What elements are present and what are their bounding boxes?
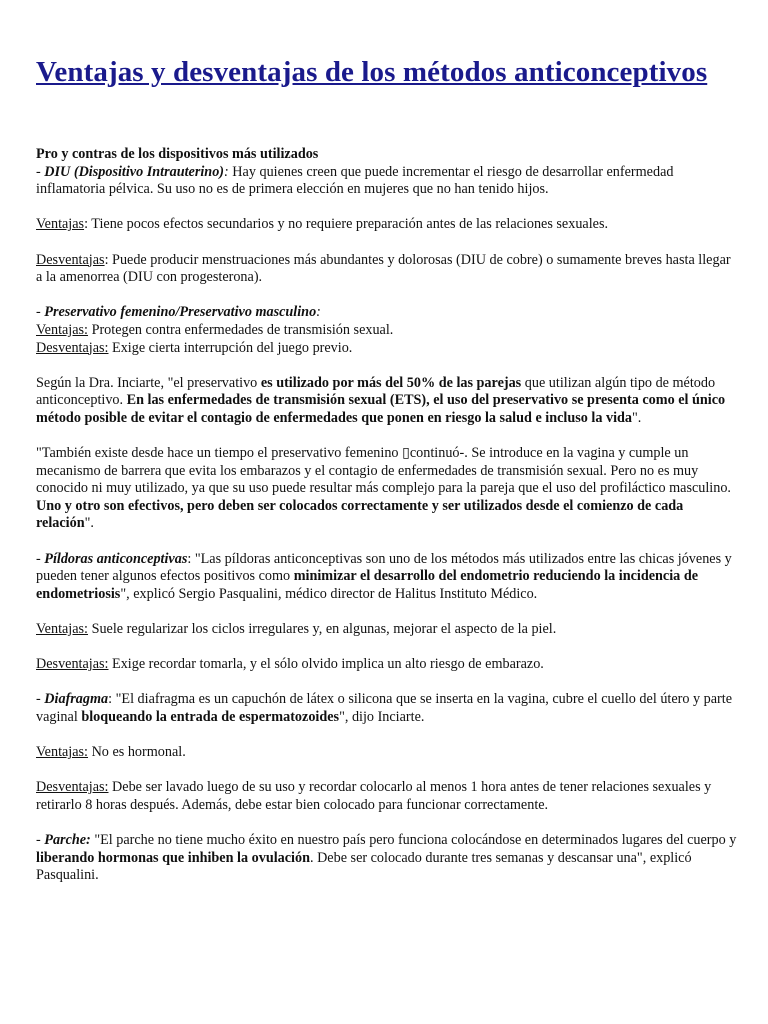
ventajas-label: Ventajas: <box>36 744 89 761</box>
quote-text: Según la Dra. Inciarte, "el preservativo <box>36 374 261 391</box>
paragraph-diafragma <box>36 691 740 726</box>
quote-bold: liberando hormonas que inhiben la ovulación <box>36 849 310 866</box>
desventajas-text: : Puede producir menstruaciones más abundantes y dolorosas (DIU de cobre) o sumamente breves hasta llegar a la amenorrea (DIU con progesterona). <box>36 251 731 286</box>
missing-glyph-icon: ▯ <box>402 445 410 462</box>
method-label-diafragma: Diafragma <box>44 691 109 708</box>
quote-bold: minimizar el desarrollo del endometrio reduciendo la incidencia de endometriosis <box>36 568 699 602</box>
quote-bold: En las enfermedades de transmisión sexual (ETS), el uso del preservativo se presenta como el único método posible de evitar el contagio de enfermedades que ponen en riesgo la salud e incluso la vida <box>36 392 726 426</box>
ventajas-text: Suele regularizar los ciclos irregulares y, en algunas, mejorar el aspecto de la piel. <box>88 621 557 638</box>
desventajas-text: Exige cierta interrupción del juego previo. <box>108 339 353 356</box>
quote-text: : "El diafragma es un capuchón de látex o silicona que se inserta en la vagina, cubre el cuello del útero y parte vaginal <box>36 691 733 725</box>
paragraph-pildoras-ventajas <box>36 621 740 639</box>
section-heading: Pro y contras de los dispositivos más utilizados <box>36 146 319 162</box>
method-label-preservativo: Preservativo femenino/Preservativo masculino <box>44 304 317 321</box>
method-label-parche: Parche: <box>44 832 91 849</box>
paragraph-parche <box>36 832 740 885</box>
quote-text: ". <box>84 515 94 532</box>
quote-text: que utilizan algún tipo de método anticonceptivo. <box>36 374 716 409</box>
quote-text: ", explicó Sergio Pasqualini, médico director de Halitus Instituto Médico. <box>120 585 538 602</box>
quote-bold: bloqueando la entrada de espermatozoides <box>81 709 340 725</box>
quote-text: ", dijo Inciarte. <box>339 709 425 725</box>
quote-text: . Debe ser colocado durante tres semanas y descansar una", explicó Pasqualini. <box>36 849 692 884</box>
quote-text: "El parche no tiene mucho éxito en nuestro país pero funciona colocándose en determinados lugares del cuerpo y <box>90 832 737 849</box>
dash: - <box>36 691 45 708</box>
dash: - <box>36 304 45 321</box>
ventajas-label: Ventajas: <box>36 321 89 338</box>
paragraph-preservativo <box>36 304 740 357</box>
paragraph-preservativo-femenino <box>36 445 740 533</box>
desventajas-label: Desventajas: <box>36 339 109 356</box>
ventajas-text: No es hormonal. <box>88 744 186 761</box>
quote-text: ". <box>632 409 642 426</box>
method-label-pildoras: Píldoras anticonceptivas <box>44 550 188 567</box>
quote-text: "También existe desde hace un tiempo el preservativo femenino <box>36 445 403 462</box>
dash: - <box>36 163 45 180</box>
dash: - <box>36 832 45 849</box>
desventajas-label: Desventajas <box>36 251 105 268</box>
paragraph-diu-desventajas <box>36 252 740 287</box>
paragraph-diafragma-desventajas <box>36 779 740 814</box>
colon: : <box>224 163 229 180</box>
colon: : <box>316 304 321 321</box>
ventajas-label: Ventajas <box>36 216 85 233</box>
quote-bold: Uno y otro son efectivos, pero deben ser colocados correctamente y ser utilizados desde el comienzo de cada relación <box>36 497 684 532</box>
desventajas-text: Debe ser lavado luego de su uso y recordar colocarlo al menos 1 hora antes de tener relaciones sexuales y retirarlo 8 horas después. Además, debe estar bien colocado para funcionar correctamente. <box>36 779 712 813</box>
paragraph-pildoras-desventajas <box>36 656 740 674</box>
paragraph-diu <box>36 146 740 199</box>
ventajas-text: Protegen contra enfermedades de transmisión sexual. <box>88 321 394 338</box>
paragraph-diafragma-ventajas <box>36 744 740 762</box>
desventajas-label: Desventajas: <box>36 779 109 796</box>
document-title: Ventajas y desventajas de los métodos anticonceptivos <box>36 56 708 88</box>
quote-text: continuó-. Se introduce en la vagina y cumple un mecanismo de barrera que evita los embarazos y el contagio de enfermedades de transmisión sexual. Pero no es muy conocido ni muy utilizado, ya que su uso puede resultar más complejo para la pareja que el uso del profiláctico masculino. <box>36 445 731 497</box>
paragraph-inciarte-quote <box>36 375 740 428</box>
desventajas-label: Desventajas: <box>36 656 109 673</box>
paragraph-diu-ventajas <box>36 216 740 234</box>
desventajas-text: Exige recordar tomarla, y el sólo olvido implica un alto riesgo de embarazo. <box>108 656 544 673</box>
quote-bold: es utilizado por más del 50% de las parejas <box>260 374 522 391</box>
dash: - <box>36 550 45 567</box>
method-label-diu: DIU (Dispositivo Intrauterino) <box>44 163 225 180</box>
document-body <box>36 146 740 903</box>
paragraph-pildoras <box>36 551 740 604</box>
quote-text: : "Las píldoras anticonceptivas son uno de los métodos más utilizados entre las chicas jóvenes y pueden tener algunos efectos positivos como <box>36 550 732 585</box>
ventajas-text: : Tiene pocos efectos secundarios y no requiere preparación antes de las relaciones sexuales. <box>84 216 609 233</box>
ventajas-label: Ventajas: <box>36 621 89 638</box>
diu-description: Hay quienes creen que puede incrementar el riesgo de desarrollar enfermedad inflamatoria pélvica. Su uso no es de primera elección en mujeres que no han tenido hijos. <box>36 163 674 198</box>
